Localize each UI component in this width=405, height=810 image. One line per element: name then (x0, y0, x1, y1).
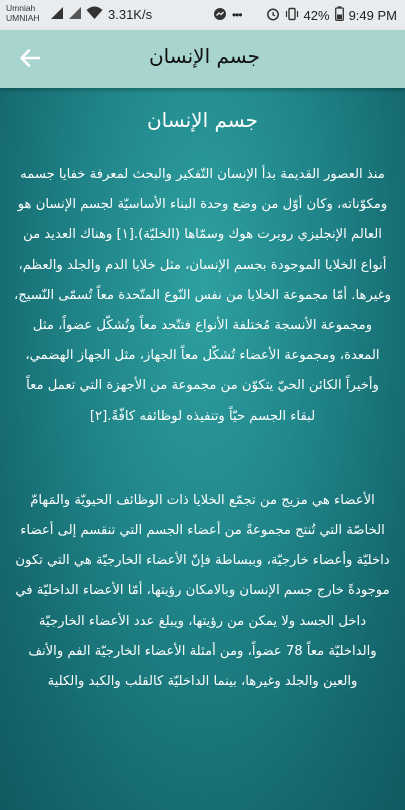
battery-icon (335, 6, 344, 24)
battery-percent: 42% (303, 7, 330, 23)
vibrate-icon (285, 7, 299, 24)
article-title: جسم الإنسان (146, 108, 259, 132)
carrier-label (6, 3, 40, 23)
app-bar-title: جسم الإنسان (148, 44, 260, 68)
messenger-icon (213, 7, 227, 24)
wifi-icon (86, 6, 103, 23)
more-dots-icon: ••• (231, 8, 242, 22)
status-bar (0, 0, 405, 30)
carrier-line-1: Umniah (6, 3, 36, 13)
article-paragraph-1: منذ العصور القديمة بدأ الإنسان التّفكير والبحث لمعرفة خفايا جسمه ومكوّناته، وكان أوّل من وضع وحدة البناء الأساسيّة لجسم الإنسان هو العالم الإنجليزي روبرت هوك وسمّاها (الخليّة).[١] وهناك العديد من أنواع الخلايا الموجودة بجسم الإنسان، مثل خلايا الدم والجلد والعظم، وغيرها. أمّا مجموعة الخلايا من نفس النّوع المتّحدة معاً تُسمّى النّسيج، ومجموعة الأنسجة مُختلفة الأنواع فتتّحد معاً وتُشكّل عضواً، مثل المعدة، ومجموعة الأعضاء تُشكّل معاً الجهاز، مثل الجهاز الهضمي، وأخيراً الكائن الحيّ يتكوّن من مجموعة من الأجهزة التي تعمل معاً لبقاء الجسم حيّاً وتنفيذه لوظائفه كافّةً.[٢] (14, 167, 391, 424)
alarm-icon (266, 7, 280, 24)
net-speed: 3.31K/s (108, 7, 153, 22)
signal-icon (68, 6, 82, 23)
carrier-line-2: UMNIAH (6, 13, 40, 23)
article-paragraph-2: الأعضاء هي مزيج من تجمّع الخلايا ذات الوظائف الحيويّة والمَهامّ الخاصّة التي تُنتج مجموعةً من أعضاء الجسم التي تنقسم إلى أعضاء داخليّة وأعضاء خارجيّة، وببساطة فإنّ الأعضاء الخارجيّة هي التي تكون موجودةً خارج جسم الإنسان وبالامكان رؤيتها، أمّا الأعضاء الداخليّة في داخل الجسد ولا يمكن من رؤيتها، ويبلغ عدد الأعضاء الخارجيّة والداخليّة معاً 78 عضواً، ومن أمثلة الأعضاء الخارجيّة الفم والأنف والعين والجلد وغيرها، بينما الداخليّة كالقلب والكبد والكلية (15, 492, 390, 690)
app-bar (0, 30, 405, 88)
arrow-back-icon (19, 47, 41, 73)
clock: 9:49 PM (348, 7, 397, 23)
signal-icon (50, 6, 64, 23)
status-right-icons (213, 6, 397, 24)
article-content[interactable] (0, 88, 405, 810)
status-left-icons (50, 6, 103, 23)
back-button[interactable] (14, 44, 46, 76)
